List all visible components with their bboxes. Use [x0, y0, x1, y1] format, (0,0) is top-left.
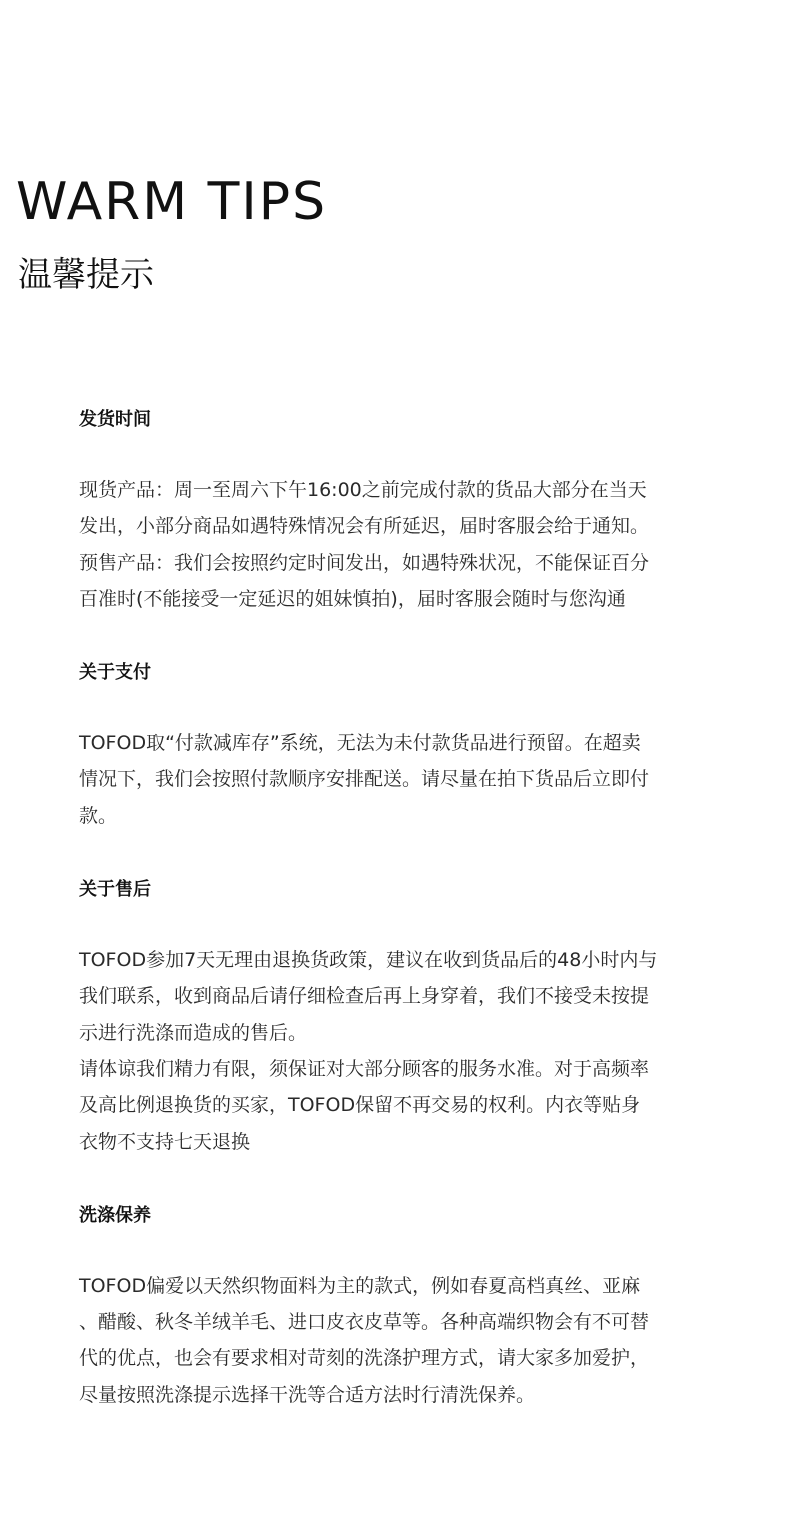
text-line: 我们联系，收到商品后请仔细检查后再上身穿着，我们不接受未按提	[79, 985, 650, 1008]
paragraph	[79, 472, 719, 545]
text-line: 尽量按照洗涤提示选择干洗等合适方法时行清洗保养。	[79, 1383, 536, 1406]
section-title: 发货时间	[79, 409, 151, 430]
section-title: 关于支付	[79, 662, 151, 684]
section-washing-care	[79, 1198, 719, 1413]
section-payment	[79, 655, 719, 834]
section-after-sales	[79, 872, 719, 1160]
header-title-en: WARM TIPS	[16, 172, 328, 232]
text-line: 预售产品：我们会按照约定时间发出，如遇特殊状况，不能保证百分	[79, 551, 650, 574]
text-line: 、醋酸、秋冬羊绒羊毛、进口皮衣皮草等。各种高端织物会有不可替	[79, 1311, 650, 1334]
section-title: 洗涤保养	[79, 1204, 151, 1226]
text-line: 代的优点，也会有要求相对苛刻的洗涤护理方式，请大家多加爱护，	[79, 1347, 650, 1370]
text-line: 示进行洗涤而造成的售后。	[79, 1021, 308, 1044]
paragraph	[79, 1051, 719, 1160]
section-body	[79, 472, 719, 617]
paragraph	[79, 942, 719, 1051]
text-line: 款。	[79, 804, 118, 827]
paragraph	[79, 725, 719, 834]
paragraph	[79, 1268, 719, 1413]
section-body	[79, 725, 719, 834]
section-body	[79, 1268, 719, 1413]
section-title: 关于售后	[79, 879, 151, 901]
text-line: 请体谅我们精力有限，须保证对大部分顾客的服务水准。对于高频率	[79, 1057, 650, 1080]
section-body	[79, 942, 719, 1160]
text-line: 百准时(不能接受一定延迟的姐妹慎拍)，届时客服会随时与您沟通	[79, 587, 626, 610]
section-shipping-time	[79, 402, 719, 617]
tips-content	[79, 402, 719, 1413]
text-line: 衣物不支持七天退换	[79, 1130, 251, 1153]
text-line: 发出，小部分商品如遇特殊情况会有所延迟，届时客服会给于通知。	[79, 515, 650, 538]
text-line: TOFOD参加7天无理由退换货政策，建议在收到货品后的48小时内与	[79, 949, 658, 972]
text-line: 情况下，我们会按照付款顺序安排配送。请尽量在拍下货品后立即付	[79, 768, 650, 791]
header-title-cn: 温馨提示	[18, 255, 154, 295]
text-line: 及高比例退换货的买家，TOFOD保留不再交易的权利。内衣等贴身	[79, 1094, 641, 1117]
paragraph	[79, 545, 719, 618]
text-line: TOFOD偏爱以天然织物面料为主的款式，例如春夏高档真丝、亚麻	[79, 1274, 641, 1297]
text-line: TOFOD取“付款减库存”系统，无法为未付款货品进行预留。在超卖	[79, 732, 641, 755]
text-line: 现货产品：周一至周六下午16:00之前完成付款的货品大部分在当天	[79, 479, 647, 501]
